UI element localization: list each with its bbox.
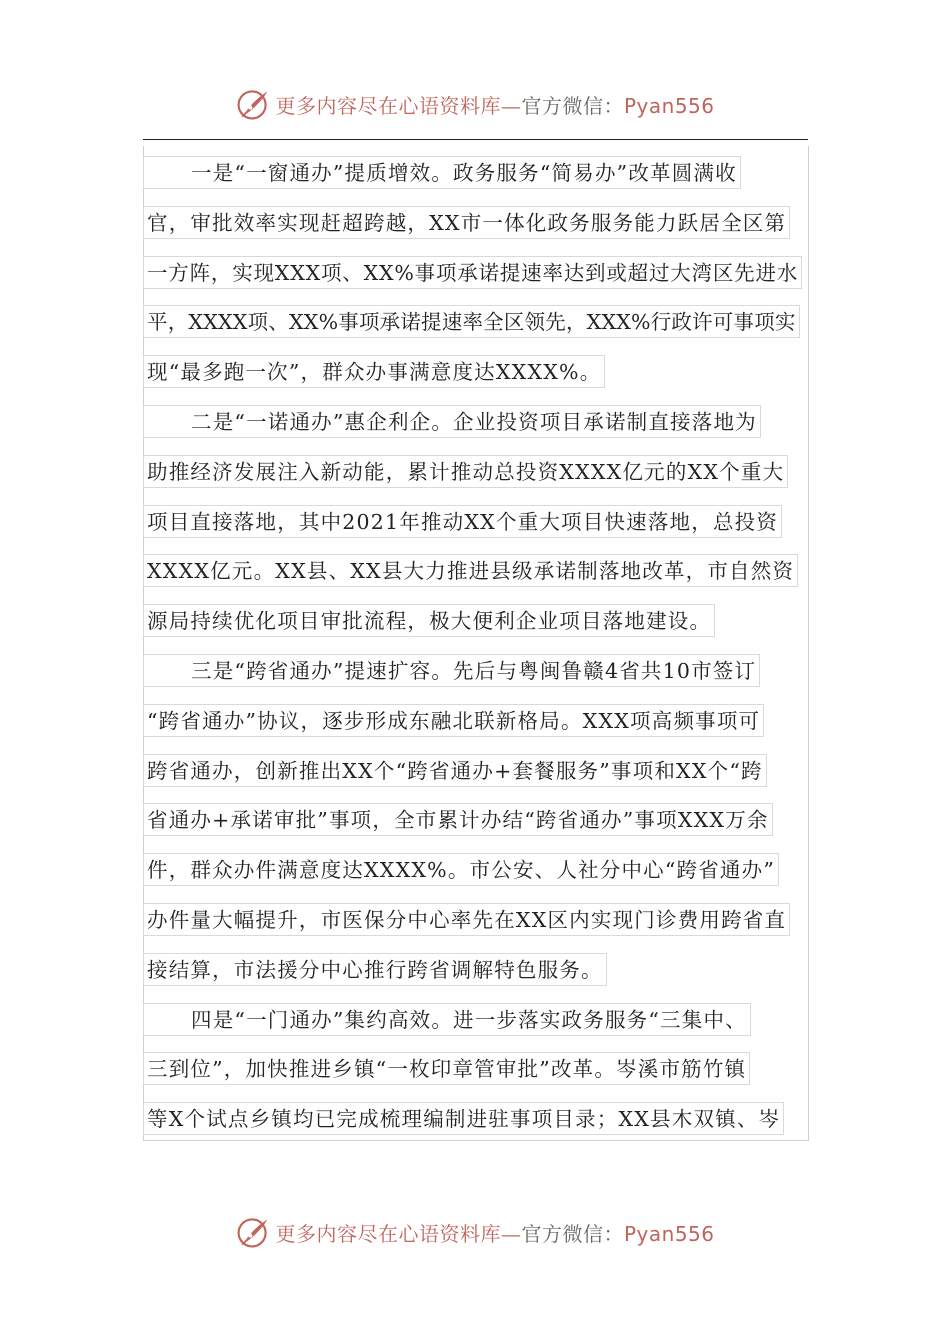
text-line bbox=[143, 746, 807, 796]
text-line bbox=[143, 198, 807, 248]
text-line-content: 一是“一窗通办”提质增效。政务服务“简易办”改革圆满收 bbox=[143, 156, 741, 189]
text-line-content: 三到位”，加快推进乡镇“一枚印章管审批”改革。岑溪市筋竹镇 bbox=[143, 1052, 750, 1085]
text-line bbox=[143, 397, 807, 447]
banner-text: 更多内容尽在心语资料库—官方微信：Pyan556 bbox=[275, 1221, 715, 1246]
text-line bbox=[143, 347, 807, 397]
footer-watermark-banner bbox=[0, 1210, 950, 1254]
text-line bbox=[143, 1044, 807, 1094]
text-line bbox=[143, 845, 807, 895]
text-line bbox=[143, 297, 807, 347]
text-line-content: 源局持续优化项目审批流程，极大便利企业项目落地建设。 bbox=[143, 604, 715, 637]
banner-text: 更多内容尽在心语资料库—官方微信：Pyan556 bbox=[275, 93, 715, 118]
text-line-content: 三是“跨省通办”提速扩容。先后与粤闽鲁赣4省共10市签订 bbox=[143, 654, 760, 687]
text-line bbox=[143, 596, 807, 646]
header-divider bbox=[143, 139, 808, 140]
text-line-content: 二是“一诺通办”惠企利企。企业投资项目承诺制直接落地为 bbox=[143, 405, 761, 438]
text-line-content: 办件量大幅提升，市医保分中心率先在XX区内实现门诊费用跨省直 bbox=[143, 903, 790, 936]
header-watermark-banner bbox=[0, 82, 950, 126]
text-line-content: 跨省通办，创新推出XX个“跨省通办+套餐服务”事项和XX个“跨 bbox=[143, 754, 767, 787]
text-line-content: 一方阵，实现XXX项、XX%事项承诺提速率达到或超过大湾区先进水 bbox=[143, 256, 802, 289]
quill-logo-icon bbox=[235, 1214, 271, 1250]
text-line bbox=[143, 148, 807, 198]
text-line-content: “跨省通办”协议，逐步形成东融北联新格局。XXX项高频事项可 bbox=[143, 704, 764, 737]
text-line bbox=[143, 497, 807, 547]
text-line bbox=[143, 248, 807, 298]
quill-logo-icon bbox=[235, 86, 271, 122]
text-line-content: 官，审批效率实现赶超跨越，XX市一体化政务服务能力跃居全区第 bbox=[143, 206, 790, 239]
text-line-content: 项目直接落地，其中2021年推动XX个重大项目快速落地，总投资 bbox=[143, 505, 782, 538]
text-line-content: 助推经济发展注入新动能，累计推动总投资XXXX亿元的XX个重大 bbox=[143, 455, 788, 488]
text-line-content: XXXX亿元。XX县、XX县大力推进县级承诺制落地改革，市自然资 bbox=[143, 554, 798, 587]
text-line bbox=[143, 646, 807, 696]
text-line bbox=[143, 795, 807, 845]
text-line-content: 平，XXXX项、XX%事项承诺提速率全区领先，XXX%行政许可事项实 bbox=[143, 305, 800, 338]
text-line bbox=[143, 995, 807, 1045]
text-line bbox=[143, 895, 807, 945]
text-line bbox=[143, 546, 807, 596]
text-line-content: 等X个试点乡镇均已完成梳理编制进驻事项目录；XX县木双镇、岑 bbox=[143, 1102, 784, 1135]
text-line-content: 接结算，市法援分中心推行跨省调解特色服务。 bbox=[143, 953, 607, 986]
text-line-content: 省通办+承诺审批”事项，全市累计办结“跨省通办”事项XXX万余 bbox=[143, 803, 773, 836]
text-line-content: 四是“一门通办”集约高效。进一步落实政务服务“三集中、 bbox=[143, 1003, 751, 1036]
document-body bbox=[143, 148, 807, 1144]
text-line-content: 件，群众办件满意度达XXXX%。市公安、人社分中心“跨省通办” bbox=[143, 853, 779, 886]
text-line bbox=[143, 945, 807, 995]
text-line bbox=[143, 1094, 807, 1144]
text-line-content: 现“最多跑一次”，群众办事满意度达XXXX%。 bbox=[143, 355, 605, 388]
text-line bbox=[143, 447, 807, 497]
text-line bbox=[143, 696, 807, 746]
